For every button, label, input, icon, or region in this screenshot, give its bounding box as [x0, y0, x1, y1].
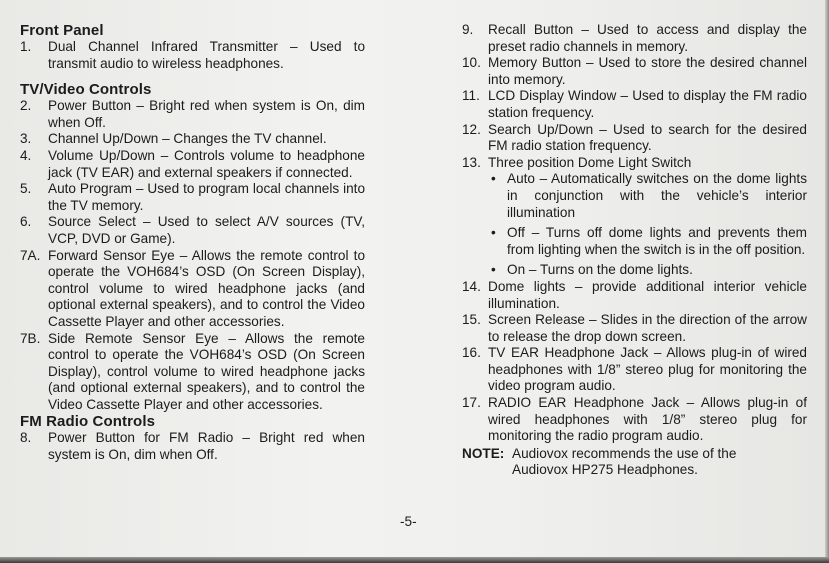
list-item [462, 395, 807, 445]
item-text: Screen Release – Slides in the direction of the arrow to release the drop down screen. [488, 312, 807, 344]
item-text: Side Remote Sensor Eye – Allows the remote control to operate the VOH684’s OSD (On Screen Display), control volume to wired headphone jacks (and optional external speakers), and to control the Video Cassette Player and other accessories. [48, 330, 365, 412]
item-text: Three position Dome Light Switch [488, 154, 692, 170]
list-item [462, 22, 807, 55]
item-text: Forward Sensor Eye – Allows the remote control to operate the VOH684’s OSD (On Screen Display), control volume to wired headphone jacks (and optional external speakers), and to control the Video Cassette Player and other accessories. [48, 247, 365, 329]
item-number: 5. [20, 181, 32, 197]
option-text: On – Turns on the dome lights. [507, 262, 693, 278]
list-item [20, 248, 365, 331]
list-item [20, 430, 365, 463]
item-number: 2. [20, 98, 32, 114]
page-bottom-shadow [0, 557, 829, 563]
item-number: 15. [462, 312, 481, 328]
list-item [462, 88, 807, 121]
item-number: 9. [462, 22, 474, 37]
item-number: 14. [462, 278, 481, 294]
item-number: 1. [20, 39, 32, 54]
item-number: 16. [462, 345, 481, 361]
section-heading-tv-video: TV/Video Controls [20, 81, 152, 99]
section-heading-fm-radio: FM Radio Controls [20, 413, 156, 431]
item-text: Auto Program – Used to program local channels into the TV memory. [48, 181, 365, 213]
list-item [20, 98, 365, 131]
page-number: -5- [400, 514, 417, 529]
item-number: 7B. [20, 330, 41, 346]
option-text: Off – Turns off dome lights and prevents them from lighting when the switch is in the off position. [507, 225, 807, 257]
list-item [462, 155, 807, 172]
note [462, 446, 807, 479]
item-number: 11. [462, 88, 480, 104]
item-number: 10. [462, 55, 481, 71]
bullet: • [491, 262, 496, 278]
item-text: Recall Button – Used to access and display the preset radio channels in memory. [488, 22, 807, 54]
item-text: Dual Channel Infrared Transmitter – Used to transmit audio to wireless headphones. [48, 39, 365, 71]
list-item [462, 55, 807, 88]
section-heading-front-panel: Front Panel [20, 22, 104, 39]
item-text: Power Button for FM Radio – Bright red when system is On, dim when Off. [48, 430, 365, 463]
list-item [20, 331, 365, 414]
item-text: Power Button – Bright red when system is On, dim when Off. [48, 98, 365, 130]
note-line-2: Audiovox HP275 Headphones. [512, 462, 698, 478]
item-number: 7A. [20, 247, 41, 263]
list-item [20, 181, 365, 214]
item-text: RADIO EAR Headphone Jack – Allows plug-in of wired headphones with 1/8” stereo plug for monitoring the radio program audio. [488, 395, 807, 444]
item-number: 6. [20, 214, 32, 230]
item-text: LCD Display Window – Used to display the FM radio station frequency. [488, 88, 807, 120]
list-item [462, 312, 807, 345]
item-number: 17. [462, 395, 481, 411]
list-item [462, 279, 807, 312]
note-line-1: Audiovox recommends the use of the [512, 445, 737, 461]
left-column [20, 22, 365, 464]
list-item [462, 122, 807, 155]
right-column [462, 22, 807, 479]
page-edge-shadow [825, 0, 829, 563]
item-text: Search Up/Down – Used to search for the desired FM radio station frequency. [488, 121, 807, 154]
item-text: Source Select – Used to select A/V sources (TV, VCP, DVD or Game). [48, 214, 365, 246]
bullet: • [491, 225, 496, 241]
dome-switch-option [488, 262, 807, 279]
dome-switch-option [488, 171, 807, 221]
item-number: 4. [20, 147, 32, 163]
option-text: Auto – Automatically switches on the dome lights in conjunction with the vehicle’s interior illumination [507, 171, 807, 220]
item-text: Channel Up/Down – Changes the TV channel. [48, 131, 327, 147]
list-item [20, 39, 365, 72]
dome-switch-option [488, 225, 807, 258]
item-number: 8. [20, 430, 32, 446]
bullet: • [491, 171, 496, 187]
list-item [20, 148, 365, 181]
item-number: 3. [20, 131, 32, 147]
item-number: 12. [462, 121, 481, 137]
item-text: Memory Button – Used to store the desired channel into memory. [488, 55, 807, 87]
item-text: Dome lights – provide additional interior vehicle illumination. [488, 278, 807, 311]
item-text: Volume Up/Down – Controls volume to headphone jack (TV EAR) and external speakers if connected. [48, 147, 365, 180]
list-item [20, 131, 365, 148]
list-item [20, 214, 365, 247]
note-text [512, 446, 807, 479]
item-text: TV EAR Headphone Jack – Allows plug-in of wired headphones with 1/8” stereo plug for monitoring the video program audio. [488, 345, 807, 394]
list-item [462, 345, 807, 395]
note-label: NOTE: [462, 445, 505, 461]
item-number: 13. [462, 154, 481, 170]
